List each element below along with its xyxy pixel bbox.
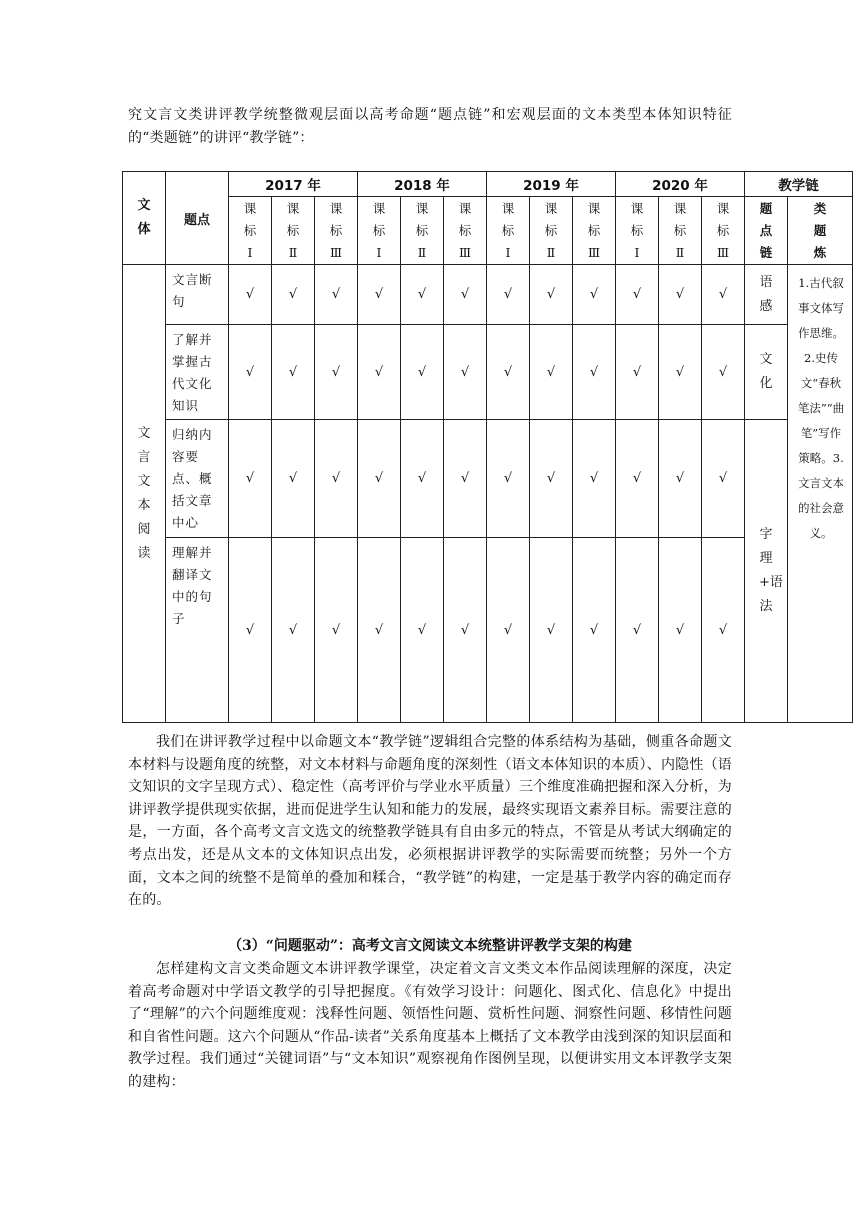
exam-table	[122, 171, 853, 723]
check-mark: √	[659, 420, 702, 538]
header-topic: 题点	[166, 172, 229, 265]
sub-header: 课标Ⅰ	[616, 197, 659, 265]
check-mark: √	[487, 265, 530, 325]
check-mark: √	[401, 325, 444, 420]
sub-header: 课标Ⅲ	[315, 197, 358, 265]
check-mark: √	[272, 420, 315, 538]
topic-cell: 归纳内容要点、概括文章中心	[166, 420, 229, 538]
check-mark: √	[315, 420, 358, 538]
check-mark: √	[573, 420, 616, 538]
check-mark: √	[229, 265, 272, 325]
check-mark: √	[272, 265, 315, 325]
check-mark: √	[444, 265, 487, 325]
point-chain-cell: 语感	[745, 265, 788, 325]
check-mark: √	[401, 265, 444, 325]
check-mark: √	[702, 420, 745, 538]
type-chain-cell: 1.古代叙事文体写作思维。2.史传文“春秋笔法”“曲笔”写作策略。3.文言文本的社会意义。	[788, 265, 853, 723]
sub-header: 课标Ⅱ	[401, 197, 444, 265]
check-mark: √	[530, 265, 573, 325]
check-mark: √	[659, 265, 702, 325]
sub-header-type-chain: 类题炼	[788, 197, 853, 265]
check-mark: √	[358, 538, 401, 723]
check-mark: √	[530, 420, 573, 538]
sub-header	[229, 197, 272, 265]
check-mark: √	[315, 325, 358, 420]
genre-cell: 文言文本阅读	[123, 265, 166, 723]
body-paragraph: 我们在讲评教学过程中以命题文本“教学链”逻辑组合完整的体系结构为基础，侧重各命题文本材料与设题角度的统整，对文本材料与命题角度的深刻性（语文本体知识的本质）、内隐性（语文知识的文字呈现方式）、稳定性（高考评价与学业水平质量）三个维度准确把握和深入分析，为讲评教学提供现实依据，进而促进学生认知和能力的发展，最终实现语文素养目标。需要注意的是，一方面，各个高考文言文选文的统整教学链具有自由多元的特点，不管是从考试大纲确定的考点出发，还是从文本的文体知识点出发，必须根据讲评教学的实际需要而统整；另外一个方面，文本之间的统整不是简单的叠加和糅合，“教学链”的构建，一定是基于教学内容的确定而存在的。	[128, 734, 732, 909]
check-mark: √	[272, 538, 315, 723]
intro-paragraph: 究文言文类讲评教学统整微观层面以高考命题“题点链”和宏观层面的文本类型本体知识特征的“类题链”的讲评“教学链”：	[128, 107, 732, 146]
check-mark: √	[573, 325, 616, 420]
check-mark: √	[487, 420, 530, 538]
sub-header: 课标Ⅱ	[272, 197, 315, 265]
check-mark: √	[444, 420, 487, 538]
check-mark: √	[401, 538, 444, 723]
topic-cell: 理解并翻译文中的句子	[166, 538, 229, 723]
point-chain-cell: 文化	[745, 325, 788, 420]
check-mark: √	[358, 265, 401, 325]
header-year-2019: 2019 年	[487, 172, 616, 197]
point-chain-cell: 字理+语法	[745, 420, 788, 723]
check-mark: √	[659, 538, 702, 723]
header-year-2018: 2018 年	[358, 172, 487, 197]
check-mark: √	[702, 538, 745, 723]
check-mark: √	[616, 538, 659, 723]
check-mark: √	[358, 420, 401, 538]
check-mark: √	[229, 325, 272, 420]
check-mark: √	[573, 265, 616, 325]
check-mark: √	[315, 265, 358, 325]
sub-header: 课标Ⅰ	[358, 197, 401, 265]
body-paragraph: 怎样建构文言文类命题文本讲评教学课堂，决定着文言文类文本作品阅读理解的深度，决定着高考命题对中学语文教学的引导把握度。《有效学习设计：问题化、图式化、信息化》中提出了“理解”的六个问题维度观：浅释性问题、领悟性问题、赏析性问题、洞察性问题、移情性问题和自省性问题。这六个问题从“作品-读者”关系角度基本上概括了文本教学由浅到深的知识层面和教学过程。我们通过“关键词语”与“文本知识”观察视角作图例呈现，以便讲实用文本评教学支架的建构：	[128, 961, 732, 1090]
sub-header: 课标Ⅲ	[444, 197, 487, 265]
check-mark: √	[358, 325, 401, 420]
check-mark: √	[229, 420, 272, 538]
section-heading: （3）“问题驱动”：高考文言文阅读文本统整讲评教学支架的构建	[228, 938, 632, 954]
topic-cell: 文言断句	[166, 265, 229, 325]
header-year-2020: 2020 年	[616, 172, 745, 197]
check-mark: √	[530, 538, 573, 723]
sub-header: 课标Ⅱ	[530, 197, 573, 265]
check-mark: √	[229, 538, 272, 723]
sub-header: 课标Ⅲ	[702, 197, 745, 265]
check-mark: √	[616, 265, 659, 325]
check-mark: √	[616, 420, 659, 538]
check-mark: √	[401, 420, 444, 538]
header-teaching-chain: 教学链	[745, 172, 853, 197]
sub-header-label: 课标Ⅰ	[243, 200, 257, 260]
check-mark: √	[659, 325, 702, 420]
check-mark: √	[702, 325, 745, 420]
check-mark: √	[272, 325, 315, 420]
check-mark: √	[702, 265, 745, 325]
check-mark: √	[530, 325, 573, 420]
check-mark: √	[444, 538, 487, 723]
header-year-2017: 2017 年	[229, 172, 358, 197]
header-genre: 文体	[123, 172, 166, 265]
sub-header: 课标Ⅲ	[573, 197, 616, 265]
check-mark: √	[616, 325, 659, 420]
check-mark: √	[315, 538, 358, 723]
check-mark: √	[487, 538, 530, 723]
check-mark: √	[444, 325, 487, 420]
sub-header-point-chain: 题点链	[745, 197, 788, 265]
sub-header: 课标Ⅱ	[659, 197, 702, 265]
topic-cell: 了解并掌握古代文化知识	[166, 325, 229, 420]
sub-header: 课标Ⅰ	[487, 197, 530, 265]
check-mark: √	[573, 538, 616, 723]
check-mark: √	[487, 325, 530, 420]
